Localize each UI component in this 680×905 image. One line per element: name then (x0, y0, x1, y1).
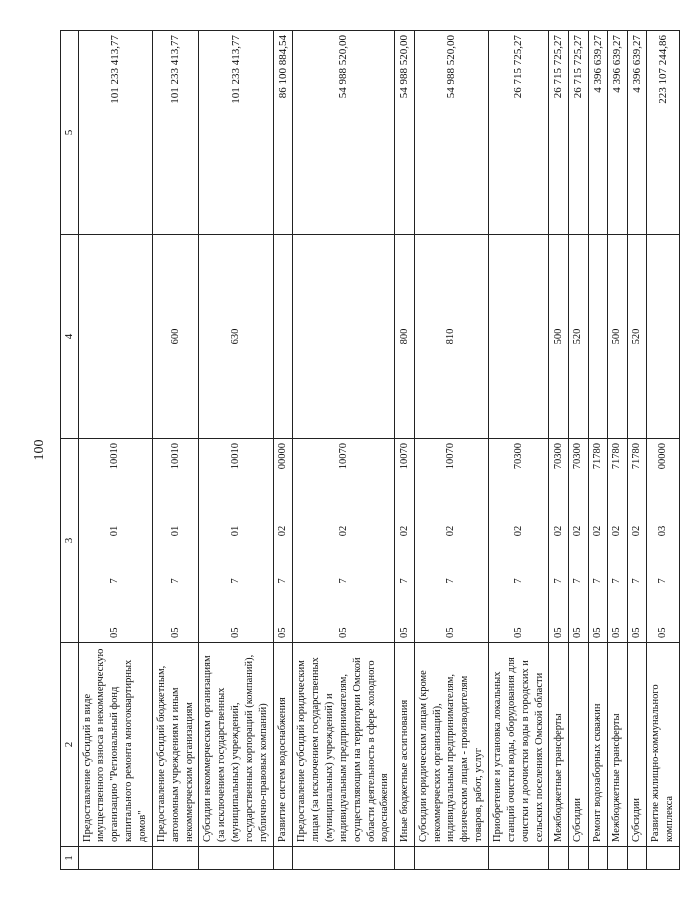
row-index-cell (489, 847, 549, 870)
code-direction: 10010 (169, 443, 181, 470)
row-index-cell (647, 847, 680, 870)
row-name: Предоставление субсидий в виде имущественного взноса в некоммерческую организацию "Региональный фонд капитального ремонта многоквартирных домов" (78, 643, 152, 847)
row-index-cell (588, 847, 608, 870)
row-codes (489, 439, 549, 643)
row-codes (608, 439, 628, 643)
code-subprogram: 01 (109, 525, 121, 537)
row-expense-type (489, 235, 549, 439)
header-col-1: 1 (61, 847, 79, 870)
page-number: 100 (32, 439, 47, 461)
row-amount: 101 233 413,77 (152, 31, 199, 235)
code-program: 7 (656, 578, 668, 584)
header-col-5: 5 (61, 31, 79, 235)
code-subprogram: 02 (630, 525, 642, 537)
row-name: Межбюджетные трансферты (549, 643, 569, 847)
code-direction: 00000 (277, 443, 289, 470)
code-program: 7 (337, 578, 349, 584)
table-row (568, 31, 588, 870)
row-expense-type (293, 235, 395, 439)
code-subprogram: 02 (337, 525, 349, 537)
row-codes (647, 439, 680, 643)
row-amount: 4 396 639,27 (608, 31, 628, 235)
code-section: 05 (552, 627, 564, 638)
row-expense-type: 630 (199, 235, 273, 439)
row-name: Субсидии некоммерческим организациям (за исключением государственных (муниципальных) учреждений, государственных корпораций (компаний), публично-правовых компаний) (199, 643, 273, 847)
row-amount: 86 100 884,54 (273, 31, 293, 235)
row-codes (588, 439, 608, 643)
row-amount: 223 107 244,86 (647, 31, 680, 235)
table-row (78, 31, 152, 870)
code-program: 7 (445, 578, 457, 584)
code-direction: 10010 (109, 443, 121, 470)
code-section: 05 (169, 627, 181, 638)
row-codes (293, 439, 395, 643)
row-expense-type (273, 235, 293, 439)
row-expense-type (647, 235, 680, 439)
row-codes (152, 439, 199, 643)
header-col-3: 3 (61, 439, 79, 643)
code-program: 7 (512, 578, 524, 584)
row-expense-type: 520 (627, 235, 647, 439)
table-body (78, 31, 679, 870)
row-index-cell (152, 847, 199, 870)
code-program: 7 (611, 578, 623, 584)
row-name: Субсидии (627, 643, 647, 847)
table-row (293, 31, 395, 870)
code-program: 7 (552, 578, 564, 584)
row-amount: 54 988 520,00 (293, 31, 395, 235)
code-section: 05 (398, 627, 410, 638)
code-direction: 70300 (552, 443, 564, 470)
row-index-cell (414, 847, 488, 870)
row-expense-type: 500 (549, 235, 569, 439)
row-amount: 4 396 639,27 (627, 31, 647, 235)
code-direction: 10070 (445, 443, 457, 470)
row-expense-type: 800 (395, 235, 415, 439)
code-section: 05 (445, 627, 457, 638)
row-codes (414, 439, 488, 643)
code-subprogram: 02 (398, 525, 410, 537)
code-section: 05 (277, 627, 289, 638)
row-expense-type: 810 (414, 235, 488, 439)
code-subprogram: 02 (572, 525, 584, 537)
code-direction: 10070 (337, 443, 349, 470)
row-name: Развитие систем водоснабжения (273, 643, 293, 847)
code-section: 05 (611, 627, 623, 638)
code-direction: 70300 (512, 443, 524, 470)
row-codes (199, 439, 273, 643)
table-row (489, 31, 549, 870)
code-section: 05 (512, 627, 524, 638)
table-row (395, 31, 415, 870)
rotated-table-block (32, 30, 675, 870)
code-section: 05 (656, 627, 668, 638)
code-subprogram: 02 (445, 525, 457, 537)
code-subprogram: 02 (512, 525, 524, 537)
budget-table (60, 30, 680, 870)
row-index-cell (293, 847, 395, 870)
row-amount: 26 715 725,27 (568, 31, 588, 235)
table-row (627, 31, 647, 870)
row-expense-type: 520 (568, 235, 588, 439)
row-codes (395, 439, 415, 643)
table-row (199, 31, 273, 870)
code-subprogram: 02 (591, 525, 603, 537)
row-index-cell (273, 847, 293, 870)
code-program: 7 (398, 578, 410, 584)
row-name: Развитие жилищно-коммунального комплекса (647, 643, 680, 847)
code-direction: 71780 (630, 443, 642, 470)
row-index-cell (78, 847, 152, 870)
code-direction: 10070 (398, 443, 410, 470)
row-codes (273, 439, 293, 643)
code-direction: 71780 (611, 443, 623, 470)
code-section: 05 (230, 627, 242, 638)
row-amount: 26 715 725,27 (549, 31, 569, 235)
code-direction: 70300 (572, 443, 584, 470)
code-subprogram: 02 (277, 525, 289, 537)
code-program: 7 (109, 578, 121, 584)
row-name: Предоставление субсидий юридическим лицам (за исключением государственных (муниципальных) учреждений) и индивидуальным предпринимателям, осуществляющим на территории Омской области деятельность в сфере холодного водоснабжения (293, 643, 395, 847)
table-row (414, 31, 488, 870)
row-amount: 26 715 725,27 (489, 31, 549, 235)
code-direction: 71780 (591, 443, 603, 470)
header-col-2: 2 (61, 643, 79, 847)
row-index-cell (395, 847, 415, 870)
row-amount: 4 396 639,27 (588, 31, 608, 235)
header-col-4: 4 (61, 235, 79, 439)
row-name: Приобретение и установка локальных станций очистки воды, оборудования для очистки и доочистки воды в городских и сельских поселениях Омской области (489, 643, 549, 847)
row-expense-type: 500 (608, 235, 628, 439)
row-codes (78, 439, 152, 643)
row-amount: 101 233 413,77 (78, 31, 152, 235)
row-expense-type (78, 235, 152, 439)
row-amount: 54 988 520,00 (414, 31, 488, 235)
row-name: Иные бюджетные ассигнования (395, 643, 415, 847)
code-subprogram: 02 (552, 525, 564, 537)
code-program: 7 (572, 578, 584, 584)
code-direction: 10010 (230, 443, 242, 470)
row-codes (627, 439, 647, 643)
table-row (588, 31, 608, 870)
row-index-cell (568, 847, 588, 870)
row-name: Субсидии юридическим лицам (кроме некоммерческих организаций), индивидуальным предпринимателям, физическим лицам - производителям товаров, работ, услуг (414, 643, 488, 847)
row-name: Ремонт водозаборных скважин (588, 643, 608, 847)
row-amount: 54 988 520,00 (395, 31, 415, 235)
code-program: 7 (169, 578, 181, 584)
row-expense-type: 600 (152, 235, 199, 439)
code-direction: 00000 (656, 443, 668, 470)
code-program: 7 (630, 578, 642, 584)
code-subprogram: 01 (230, 525, 242, 537)
table-row (549, 31, 569, 870)
row-amount: 101 233 413,77 (199, 31, 273, 235)
row-name: Предоставление субсидий бюджетным, автономным учреждениям и иным некоммерческим организациям (152, 643, 199, 847)
code-program: 7 (230, 578, 242, 584)
row-index-cell (627, 847, 647, 870)
code-section: 05 (337, 627, 349, 638)
code-section: 05 (572, 627, 584, 638)
table-header-row (61, 31, 79, 870)
code-section: 05 (109, 627, 121, 638)
row-name: Межбюджетные трансферты (608, 643, 628, 847)
code-program: 7 (591, 578, 603, 584)
code-subprogram: 02 (611, 525, 623, 537)
table-row (273, 31, 293, 870)
row-codes (568, 439, 588, 643)
code-subprogram: 01 (169, 525, 181, 537)
row-index-cell (549, 847, 569, 870)
code-section: 05 (630, 627, 642, 638)
code-section: 05 (591, 627, 603, 638)
row-name: Субсидии (568, 643, 588, 847)
row-index-cell (199, 847, 273, 870)
code-program: 7 (277, 578, 289, 584)
row-index-cell (608, 847, 628, 870)
code-subprogram: 03 (656, 525, 668, 537)
table-row (647, 31, 680, 870)
row-expense-type (588, 235, 608, 439)
table-row (152, 31, 199, 870)
row-codes (549, 439, 569, 643)
table-row (608, 31, 628, 870)
